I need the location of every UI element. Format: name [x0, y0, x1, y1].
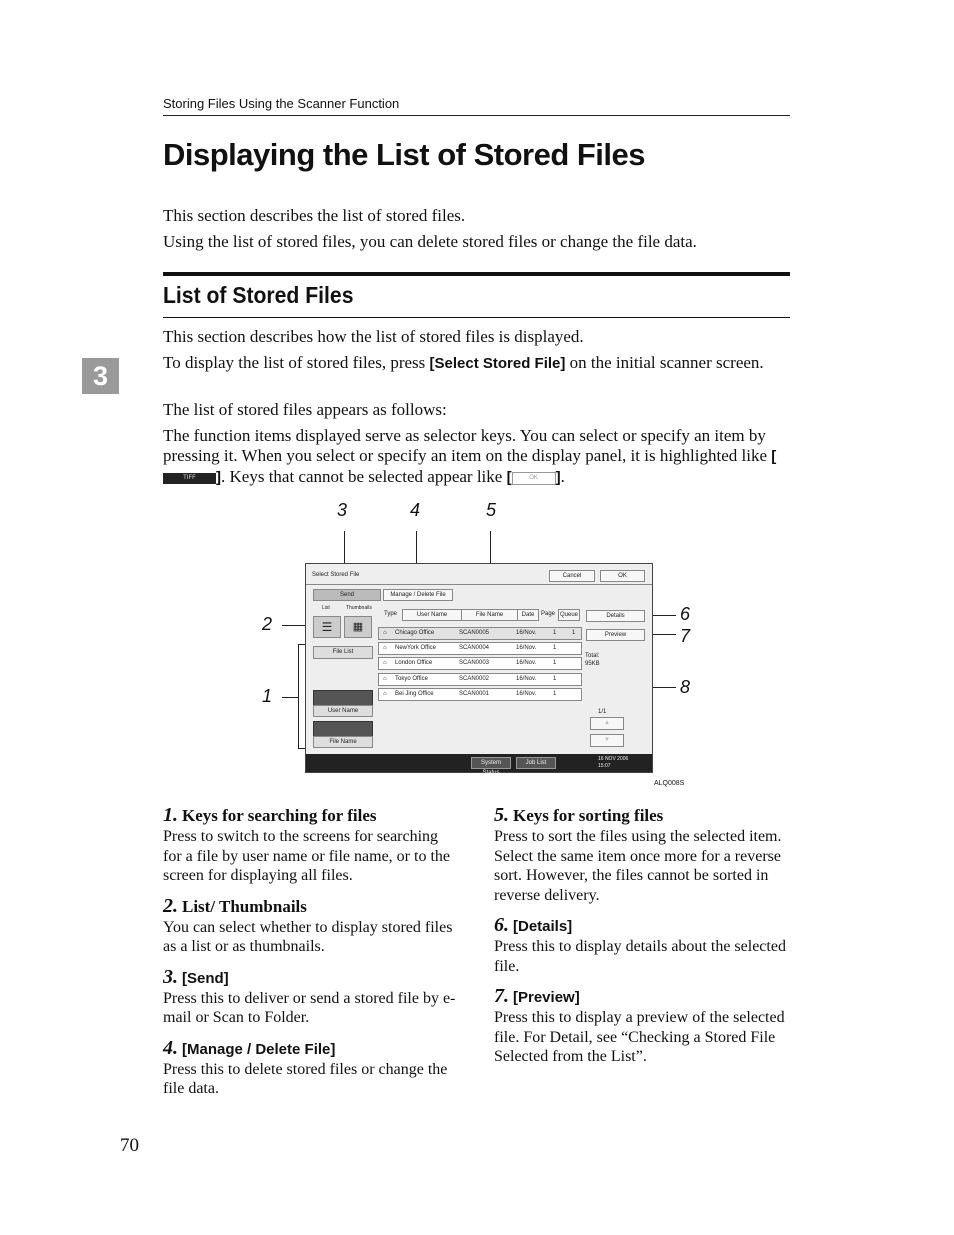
page-indicator: 1/1: [598, 709, 607, 715]
user-icon: ⌂: [383, 630, 387, 636]
page-label: Page: [541, 611, 556, 617]
date-display: 16 NOV 2006: [598, 756, 629, 762]
row-file: SCAN0005: [459, 630, 490, 636]
ok-button[interactable]: OK: [600, 570, 645, 582]
row-queue: 1: [572, 630, 576, 636]
p4-text-start: The function items displayed serve as selector keys. You can select or specify an item by pressing it. When you select or specify an item on the display panel, it is highlighted like: [163, 426, 772, 465]
file-name-key-top: [313, 721, 373, 737]
row-file: SCAN0002: [459, 676, 490, 682]
user-icon: ⌂: [383, 691, 387, 697]
row-user: Bei Jing Office: [395, 691, 434, 697]
file-name-key[interactable]: File Name: [313, 736, 373, 748]
row-file: SCAN0001: [459, 691, 490, 697]
item-text: Press to sort the files using the selected item. Select the same item once more for a reverse sort. However, the files cannot be sorted in reverse delivery.: [494, 828, 782, 904]
scroll-down-button[interactable]: [590, 734, 624, 747]
sort-user-name[interactable]: User Name: [402, 609, 462, 621]
file-row[interactable]: [378, 627, 582, 640]
chapter-tab: 3: [82, 358, 119, 394]
row-date: 16/Nov.: [516, 660, 537, 666]
callout-6: 6: [680, 604, 691, 624]
manage-delete-tab[interactable]: Manage / Delete File: [383, 589, 453, 601]
bracket-open-2: [: [506, 469, 512, 486]
item-text: Press this to delete stored files or change the file data.: [163, 1060, 448, 1097]
select-stored-file-key: [Select Stored File]: [429, 355, 566, 372]
user-name-key-top: [313, 690, 373, 706]
grid-icon: ▦: [352, 621, 364, 633]
row-date: 16/Nov.: [516, 676, 537, 682]
sort-file-name[interactable]: File Name: [461, 609, 518, 621]
page-number: 70: [120, 1135, 139, 1156]
figure-id: ALQ008S: [654, 780, 685, 787]
item-title: Keys for sorting files: [513, 806, 664, 825]
item-title: [Preview]: [513, 989, 580, 1006]
bracket-open: [: [771, 448, 777, 465]
item-number: 6.: [494, 914, 509, 936]
scroll-up-button[interactable]: [590, 717, 624, 730]
total-value: 95KB: [585, 661, 600, 667]
system-status-button[interactable]: System Status: [471, 757, 511, 769]
row-date: 16/Nov.: [516, 630, 537, 636]
user-name-key[interactable]: User Name: [313, 705, 373, 717]
item-number: 7.: [494, 985, 509, 1007]
send-tab[interactable]: Send: [313, 589, 381, 601]
item-number: 4.: [163, 1036, 178, 1059]
item-4: [163, 1037, 460, 1099]
item-title: List/ Thumbnails: [182, 896, 307, 916]
callout-4: 4: [410, 500, 421, 520]
item-text: Press this to deliver or send a stored file by e-mail or Scan to Folder.: [163, 989, 456, 1026]
callout-8: 8: [680, 677, 691, 697]
row-user: Tokyo Office: [395, 676, 428, 682]
body-paragraph-1: This section describes how the list of stored files is displayed.: [163, 327, 584, 346]
callout-1: 1: [262, 686, 273, 706]
preview-button[interactable]: Preview: [586, 629, 645, 641]
item-1: [163, 804, 460, 886]
item-text: Press this to display details about the selected file.: [494, 938, 786, 975]
running-header: Storing Files Using the Scanner Function: [163, 96, 400, 111]
section-rule-thin: [163, 317, 790, 318]
item-6: [494, 914, 791, 976]
cancel-button[interactable]: Cancel: [549, 570, 595, 582]
scanner-screen: [305, 563, 653, 776]
disabled-key-sample: OK: [512, 472, 556, 485]
bracket-close: ]: [216, 469, 221, 486]
file-row[interactable]: [378, 642, 582, 655]
page-title: Displaying the List of Stored Files: [163, 137, 646, 172]
file-row[interactable]: [378, 688, 582, 701]
file-row[interactable]: [378, 657, 582, 670]
section-rule-thick: [163, 272, 790, 276]
intro-paragraph-1: This section describes the list of stored files.: [163, 206, 466, 225]
row-date: 16/Nov.: [516, 645, 537, 651]
callout-2: 2: [262, 614, 273, 634]
body-paragraph-3: The list of stored files appears as follows:: [163, 400, 447, 419]
items-right-column: [494, 804, 791, 1076]
intro-paragraph-2: Using the list of stored files, you can delete stored files or change the file data.: [163, 232, 697, 251]
list-view-button[interactable]: [313, 616, 341, 638]
header-rule: [163, 115, 790, 116]
row-page: 1: [553, 630, 557, 636]
job-list-button[interactable]: Job List: [516, 757, 556, 769]
total-label: Total:: [585, 653, 600, 659]
file-list-key[interactable]: File List: [313, 646, 373, 659]
row-file: SCAN0004: [459, 645, 490, 651]
row-page: 1: [553, 691, 557, 697]
item-7: [494, 985, 791, 1067]
list-label: List: [322, 605, 330, 611]
row-date: 16/Nov.: [516, 691, 537, 697]
thumbnail-view-button[interactable]: [344, 616, 372, 638]
row-page: 1: [553, 660, 557, 666]
item-title: Keys for searching for files: [182, 806, 377, 825]
callout-7: 7: [680, 626, 691, 646]
callout-5: 5: [486, 500, 497, 520]
item-title: [Details]: [513, 918, 573, 935]
time-display: 15:07: [598, 763, 611, 769]
item-text: You can select whether to display stored files as a list or as thumbnails.: [163, 918, 453, 955]
item-number: 2.: [163, 894, 178, 917]
items-left-column: [163, 804, 460, 1108]
user-icon: ⌂: [383, 645, 387, 651]
p2-text-end: on the initial scanner screen.: [565, 353, 764, 372]
item-title: [Manage / Delete File]: [182, 1040, 336, 1058]
item-title: [Send]: [182, 969, 229, 987]
body-paragraph-2: [163, 353, 790, 374]
sort-queue[interactable]: Queue: [558, 609, 580, 621]
body-paragraph-4: [163, 426, 790, 488]
item-number: 3.: [163, 965, 178, 988]
highlighted-key-sample: TIFF: [163, 473, 216, 484]
row-user: NewYork Office: [395, 645, 437, 651]
user-icon: ⌂: [383, 660, 387, 666]
callout-3: 3: [337, 500, 348, 520]
down-arrow-icon: ▼: [604, 737, 610, 743]
bracket-1-vertical: [298, 644, 299, 749]
list-icon: ☰: [321, 620, 333, 634]
leader-line-1: [282, 697, 298, 698]
p2-text-start: To display the list of stored files, press: [163, 353, 430, 372]
item-3: [163, 966, 460, 1028]
up-arrow-icon: ▲: [604, 720, 610, 726]
bracket-close-2: ]: [555, 469, 561, 486]
p4-text-end: .: [560, 467, 565, 486]
row-page: 1: [553, 676, 557, 682]
item-2: [163, 895, 460, 957]
row-file: SCAN0003: [459, 660, 490, 666]
item-text: Press to switch to the screens for searching for a file by user name or file name, or to the screen for displaying all files.: [163, 828, 450, 884]
sort-date[interactable]: Date: [517, 609, 539, 621]
details-button[interactable]: Details: [586, 610, 645, 622]
file-row[interactable]: [378, 673, 582, 686]
thumbnails-label: Thumbnails: [346, 605, 372, 611]
row-user: London Office: [395, 660, 433, 666]
p4-text-mid: . Keys that cannot be selected appear like: [221, 467, 507, 486]
user-icon: ⌂: [383, 676, 387, 682]
item-number: 1.: [163, 804, 178, 826]
type-label: Type: [384, 611, 398, 617]
row-user: Chicago Office: [395, 630, 435, 636]
title-divider: [306, 584, 652, 585]
screen-title: Select Stored File: [312, 572, 360, 578]
bottom-status-bar: [306, 754, 652, 776]
item-5: [494, 804, 791, 905]
row-page: 1: [553, 645, 557, 651]
item-text: Press this to display a preview of the selected file. For Detail, see “Checking a Stored File Selected from the List”.: [494, 1009, 785, 1065]
section-title: List of Stored Files: [163, 282, 354, 308]
item-number: 5.: [494, 804, 509, 826]
